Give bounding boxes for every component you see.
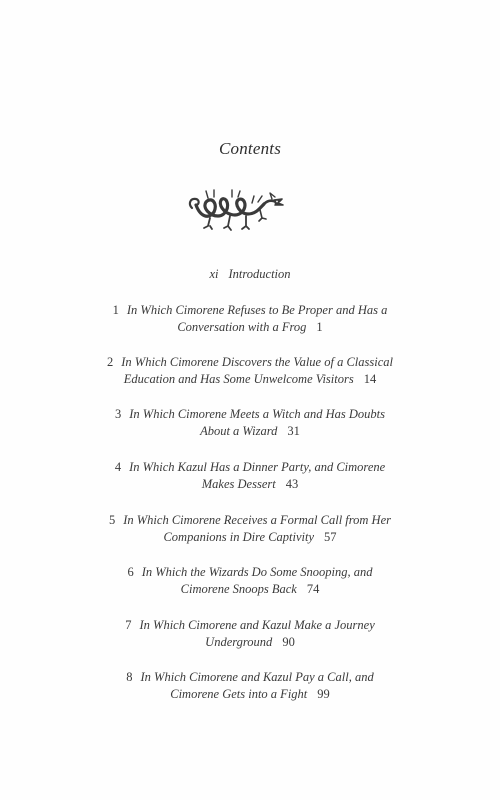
entry-number: 1: [112, 303, 119, 317]
entry-title-line-1: In Which the Wizards Do Some Snooping, and: [141, 565, 373, 579]
entry-title-line-1: In Which Cimorene and Kazul Pay a Call, and: [140, 670, 374, 684]
entry-page-number: 31: [287, 424, 300, 438]
entry-title-line-1: In Which Cimorene and Kazul Make a Journey: [139, 618, 375, 632]
toc-entry-chapter-8[interactable]: [60, 669, 440, 703]
entry-number: 7: [125, 618, 132, 632]
entry-page-number: 57: [324, 530, 337, 544]
entry-page-number: 99: [317, 687, 330, 701]
entry-number: xi: [209, 267, 219, 281]
entry-number: 8: [126, 670, 133, 684]
entry-number: 3: [115, 407, 122, 421]
entry-title-line-2: Underground: [205, 635, 273, 649]
toc-entry-chapter-4[interactable]: [60, 459, 440, 493]
entry-page-number: 74: [306, 582, 320, 596]
entry-title: Introduction: [228, 267, 291, 281]
toc-entry-chapter-6[interactable]: [60, 564, 440, 598]
entry-title-line-2: Companions in Dire Captivity: [163, 530, 315, 544]
entry-number: 4: [114, 460, 122, 474]
entry-title-line-2: Education and Has Some Unwelcome Visitors: [123, 372, 354, 386]
entry-title-line-2: Cimorene Snoops Back: [180, 582, 297, 596]
entry-number: 6: [127, 565, 134, 579]
toc-entry-chapter-3[interactable]: [60, 406, 440, 440]
entry-title-line-2: About a Wizard: [200, 424, 278, 438]
entry-page-number: 1: [316, 320, 323, 334]
entry-number: 5: [108, 513, 116, 527]
entry-title-line-1: In Which Cimorene Discovers the Value of a Classical: [121, 355, 393, 369]
entry-title-line-2: Cimorene Gets into a Fight: [170, 687, 308, 701]
entry-title-line-1: In Which Cimorene Meets a Witch and Has Doubts: [129, 407, 385, 421]
entry-number: 2: [107, 355, 114, 369]
entry-page-number: 14: [363, 372, 377, 386]
entry-title-line-1: In Which Cimorene Refuses to Be Proper and Has a: [126, 303, 388, 317]
dragon-ornament-icon: [186, 186, 286, 236]
toc-entry-chapter-1[interactable]: [60, 302, 440, 336]
toc-entry-introduction[interactable]: [60, 266, 440, 283]
entry-title-line-2: Makes Dessert: [201, 477, 276, 491]
entry-page-number: 43: [285, 477, 299, 491]
toc-entry-chapter-7[interactable]: [60, 617, 440, 651]
entry-page-number: 90: [282, 635, 295, 649]
toc-entry-chapter-5[interactable]: [60, 512, 440, 546]
entry-title-line-1: In Which Cimorene Receives a Formal Call from Her: [123, 513, 392, 527]
toc-entry-chapter-2[interactable]: [60, 354, 440, 388]
entry-title-line-1: In Which Kazul Has a Dinner Party, and Cimorene: [129, 460, 386, 474]
page-title: Contents: [218, 139, 282, 158]
entry-title-line-2: Conversation with a Frog: [177, 320, 307, 334]
